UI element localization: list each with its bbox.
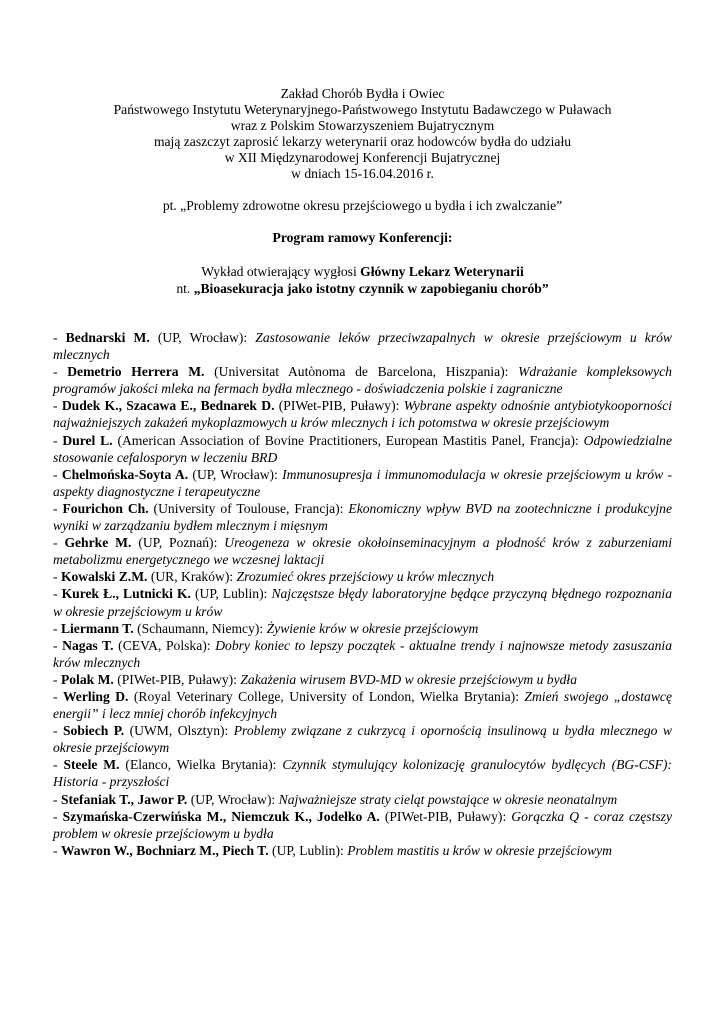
list-item (53, 808, 672, 842)
lecture-title: Zakażenia wirusem BVD-MD w okresie przejściowym u bydła (240, 671, 577, 687)
opening-line-2 (53, 280, 672, 297)
list-item (53, 397, 672, 431)
list-item (53, 671, 672, 688)
speaker-name: Dudek K., Szacawa E., Bednarek D. (61, 398, 275, 414)
speaker-name: Kowalski Z.M. (60, 569, 148, 585)
speaker-affiliation: (PIWet-PIB, Puławy): (274, 398, 404, 414)
speaker-name: Szymańska-Czerwińska M., Niemczuk K., Jodełko A. (62, 808, 380, 824)
lecture-title: Zastosowanie leków przeciwzapalnych w okresie przejściowym u krów mlecznych (53, 330, 672, 363)
speaker-affiliation: (PIWet-PIB, Puławy): (379, 808, 512, 824)
item-dash: - (53, 535, 65, 551)
item-dash: - (53, 688, 63, 704)
speaker-name: Nagas T. (62, 637, 114, 653)
item-dash: - (53, 586, 62, 602)
speaker-name: Stefaniak T., Jawor P. (60, 791, 188, 807)
header-line-4: mają zaszczyt zaprosić lekarzy weterynarii oraz hodowców bydła do udziału (153, 134, 572, 149)
header-block (53, 86, 672, 182)
lecture-title: Wybrane aspekty odnośnie antybiotykooporności najważniejszych zakażeń mykoplazmowych u krów mlecznych i ich potomstwa w okresie przejściowym (53, 398, 673, 431)
item-dash: - (53, 330, 66, 345)
speaker-affiliation: (CEVA, Polska): (113, 637, 216, 653)
header-line-2: Państwowego Instytutu Weterynaryjnego-Państwowego Instytutu Badawczego w Puławach (113, 102, 612, 117)
speaker-affiliation: (UP, Poznań): (131, 535, 225, 551)
list-item (53, 534, 672, 568)
item-dash: - (53, 432, 63, 448)
speaker-name: Sobiech P. (62, 723, 125, 739)
list-item (53, 568, 672, 585)
list-item (53, 500, 672, 534)
lecture-title: Ekonomiczny wpływ BVD na zootechniczne i produkcyjne wyniki w zarządzaniu bydłem mlecznym i mięsnym (53, 500, 672, 534)
speaker-name: Fourichon Ch. (62, 500, 149, 516)
opening-prefix: Wykład otwierający wygłosi (201, 264, 361, 279)
opening-line-1 (53, 263, 672, 280)
speaker-affiliation: (UP, Wrocław): (188, 466, 283, 482)
speaker-affiliation: (UP, Lublin): (190, 586, 272, 602)
speaker-affiliation: (UP, Wrocław): (149, 330, 256, 345)
lecture-title: Najważniejsze straty cieląt powstające w okresie neonatalnym (278, 791, 618, 807)
header-line-6: w dniach 15-16.04.2016 r. (291, 166, 434, 181)
lecture-title: Wdrażanie kompleksowych programów jakości mleka na fermach bydła mlecznego - doświadczenia polskie i zagraniczne (53, 364, 672, 397)
lecture-title: Żywienie krów w okresie przejściowym (266, 620, 479, 636)
speaker-affiliation: (UP, Lublin): (268, 842, 348, 858)
header-line-5: w XII Międzynarodowej Konferencji Bujatrycznej (224, 150, 501, 165)
lecture-title: Immunosupresja i immunomodulacja w okresie przejściowym u krów - aspekty diagnostyczne i terapeutyczne (53, 466, 672, 499)
lecture-title: Zrozumieć okres przejściowy u krów mlecznych (236, 569, 495, 585)
speaker-name: Gehrke M. (64, 535, 132, 551)
list-item (53, 637, 672, 671)
lecture-title: Najczęstsze błędy laboratoryjne będące przyczyną błędnego rozpoznania w okresie przejściowym u krów (53, 586, 672, 619)
opening-topic: „Bioasekuracja jako istotny czynnik w zapobieganiu chorób” (193, 281, 549, 296)
lecture-title: Czynnik stymulujący kolonizację granulocytów bydlęcych (BG-CSF): Historia - przyszłości (53, 757, 672, 790)
header-line-3: wraz z Polskim Stowarzyszeniem Bujatrycznym (230, 118, 495, 133)
lecture-title: Problem mastitis u krów w okresie przejściowym (347, 842, 612, 858)
speaker-affiliation: (UWM, Olsztyn): (124, 723, 234, 739)
item-dash: - (53, 500, 63, 516)
speaker-affiliation: (Universitat Autònoma de Barcelona, Hiszpania): (204, 364, 519, 380)
header-line-1: Zakład Chorób Bydła i Owiec (280, 86, 445, 101)
list-item (53, 722, 672, 756)
opening-topic-prefix: nt. (176, 281, 194, 296)
item-dash: - (53, 569, 61, 585)
speaker-list (53, 329, 672, 859)
list-item (53, 585, 672, 619)
lecture-title: Dobry koniec to lepszy początek - aktualne trendy i najnowsze metody zasuszania krów mlecznych (53, 637, 672, 670)
speaker-affiliation: (Schaumann, Niemcy): (133, 620, 267, 636)
speaker-affiliation: (UR, Kraków): (147, 569, 237, 585)
conference-subtitle: pt. „Problemy zdrowotne okresu przejściowego u bydła i ich zwalczanie” (162, 198, 563, 213)
lecture-title: Gorączka Q - coraz częstszy problem w okresie przejściowym u bydła (53, 808, 672, 841)
item-dash: - (53, 757, 64, 773)
lecture-title: Zmień swojego „dostawcę energii” i lecz mniej chorób infekcyjnych (53, 688, 672, 722)
item-dash: - (53, 671, 61, 687)
list-item (53, 620, 672, 637)
item-dash: - (53, 842, 61, 858)
opening-lecture (53, 263, 672, 297)
list-item (53, 363, 672, 397)
list-item (53, 791, 672, 808)
list-item (53, 432, 672, 466)
speaker-affiliation: (Royal Veterinary College, University of London, Wielka Brytania): (128, 688, 525, 704)
list-item (53, 688, 672, 722)
speaker-name: Durel L. (62, 432, 113, 448)
speaker-affiliation: (UP, Wrocław): (187, 791, 279, 807)
speaker-name: Wawron W., Bochniarz M., Piech T. (60, 842, 269, 858)
item-dash: - (53, 637, 63, 653)
speaker-affiliation: (American Association of Bovine Practitioners, European Mastitis Panel, Francja): (112, 432, 584, 448)
opening-speaker: Główny Lekarz Weterynarii (360, 264, 524, 279)
item-dash: - (53, 364, 68, 380)
list-item (53, 756, 672, 790)
item-dash: - (53, 466, 62, 482)
speaker-name: Kurek Ł., Lutnicki K. (61, 586, 191, 602)
speaker-name: Polak M. (60, 671, 114, 687)
speaker-affiliation: (Elanco, Wielka Brytania): (119, 757, 283, 773)
speaker-name: Demetrio Herrera M. (67, 364, 205, 380)
list-item (53, 466, 672, 500)
list-item (53, 329, 672, 363)
speaker-name: Liermann T. (60, 620, 134, 636)
speaker-name: Bednarski M. (65, 330, 150, 345)
speaker-name: Steele M. (63, 757, 120, 773)
speaker-affiliation: (University of Toulouse, Francja): (148, 500, 349, 516)
item-dash: - (53, 620, 61, 636)
lecture-title: Ureogeneza w okresie okołoinseminacyjnym a płodność krów z zaburzeniami metabolizmu energetycznego we wczesnej laktacji (53, 535, 672, 568)
lecture-title: Odpowiedzialne stosowanie cefalosporyn w leczeniu BRD (53, 432, 672, 465)
speaker-affiliation: (PIWet-PIB, Puławy): (113, 671, 241, 687)
item-dash: - (53, 398, 62, 414)
item-dash: - (53, 808, 63, 824)
program-title: Program ramowy Konferencji: (272, 230, 453, 245)
item-dash: - (53, 723, 63, 739)
item-dash: - (53, 791, 61, 807)
speaker-name: Werling D. (62, 688, 129, 704)
speaker-name: Chelmońska-Soyta A. (61, 466, 189, 482)
list-item (53, 842, 672, 859)
lecture-title: Problemy związane z cukrzycą i opornością insulinową u bydła mlecznego w okresie przejściowym (53, 723, 672, 756)
